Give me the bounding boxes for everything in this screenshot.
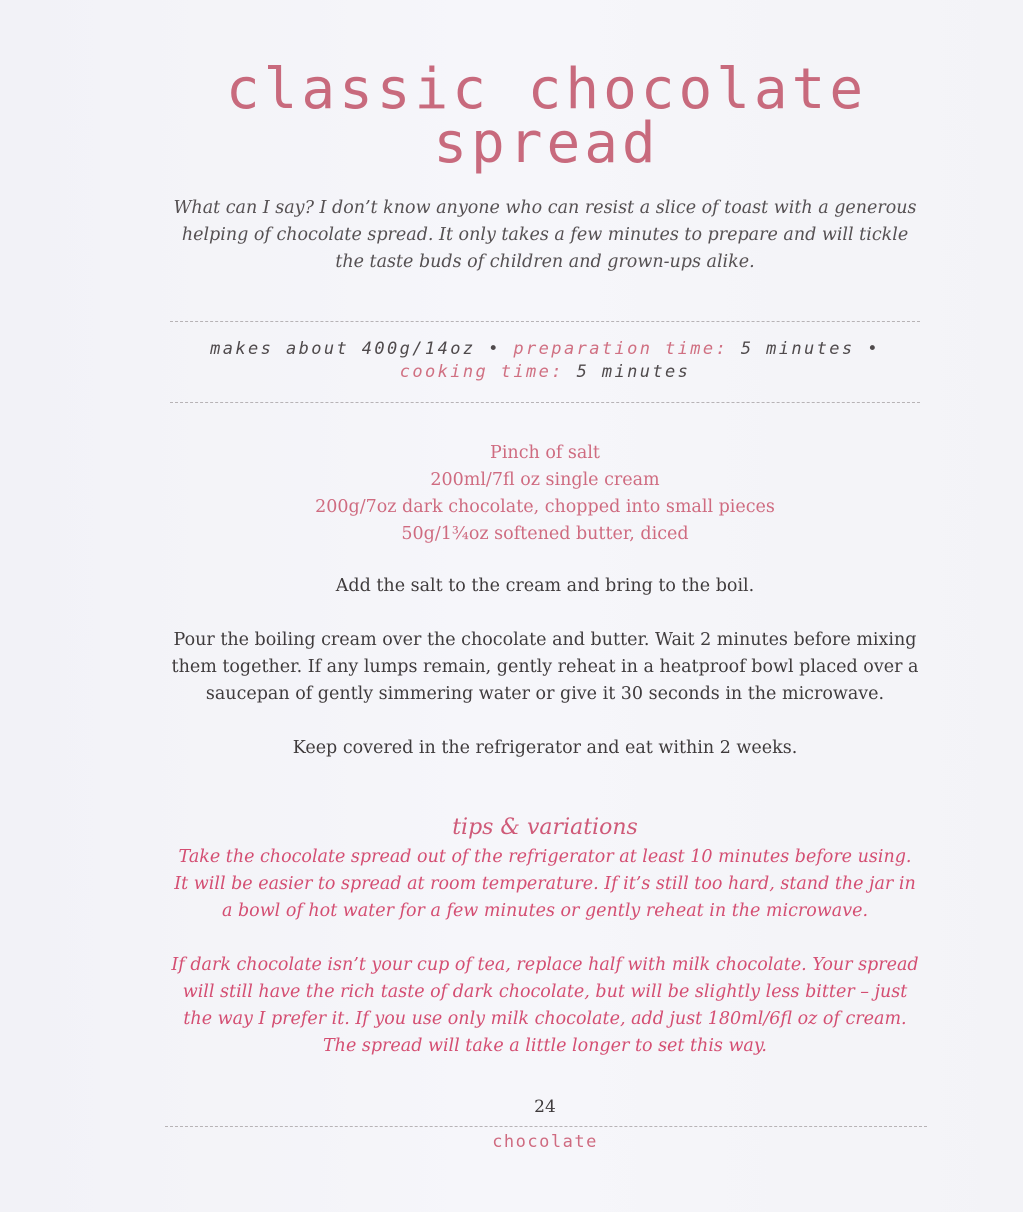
recipe-meta-line-2 [170,361,920,384]
footer-divider [165,1126,927,1127]
meta-bottom-divider [170,402,920,403]
cook-time-value: 5 minutes [576,362,691,382]
cook-time-label: cooking time: [399,362,564,382]
ingredients-list [170,440,920,548]
tips-heading: tips & variations [452,815,638,840]
recipe-title-line-1: classic chocolate [225,57,868,122]
page-number: 24 [534,1097,556,1117]
tip-paragraph: If dark chocolate isn’t your cup of tea, replace half with milk chocolate. Your spread will still have the rich taste of dark chocolate, but will be slightly less bitter – just the way I prefer it. If you use only milk chocolate, add just 180ml/6fl oz of cream. The spread will take a little longer to set this way. [171,955,919,1056]
prep-time-value: 5 minutes [740,339,855,359]
ingredient-item: Pinch of salt [490,443,600,463]
method-step: Keep covered in the refrigerator and eat within 2 weeks. [292,738,798,758]
recipe-meta-line-1 [170,338,920,361]
recipe-intro: What can I say? I don’t know anyone who can resist a slice of toast with a generous helping of chocolate spread. It only takes a few minutes to prepare and will tickle the taste buds of children and grown-ups alike. [173,198,917,272]
method-step: Add the salt to the cream and bring to the boil. [335,576,755,596]
ingredient-item: 50g/1¾oz softened butter, diced [401,524,689,544]
meta-top-divider [170,321,920,322]
tip-paragraph: Take the chocolate spread out of the refrigerator at least 10 minutes before using. It will be easier to spread at room temperature. If it’s still too hard, stand the jar in a bowl of hot water for a few minutes or gently reheat in the microwave. [174,847,916,921]
prep-time-label: preparation time: [513,339,729,359]
method-step: Pour the boiling cream over the chocolate and butter. Wait 2 minutes before mixing them together. If any lumps remain, gently reheat in a heatproof bowl placed over a saucepan of gently simmering water or give it 30 seconds in the microwave. [171,630,919,704]
section-name: chocolate [492,1132,598,1152]
meta-separator: • [867,339,880,359]
ingredient-item: 200g/7oz dark chocolate, chopped into small pieces [315,497,775,517]
recipe-title-line-2: spread [433,111,660,176]
meta-separator: • [488,339,501,359]
ingredient-item: 200ml/7fl oz single cream [430,470,660,490]
yield-text: makes about 400g/14oz [210,339,476,359]
